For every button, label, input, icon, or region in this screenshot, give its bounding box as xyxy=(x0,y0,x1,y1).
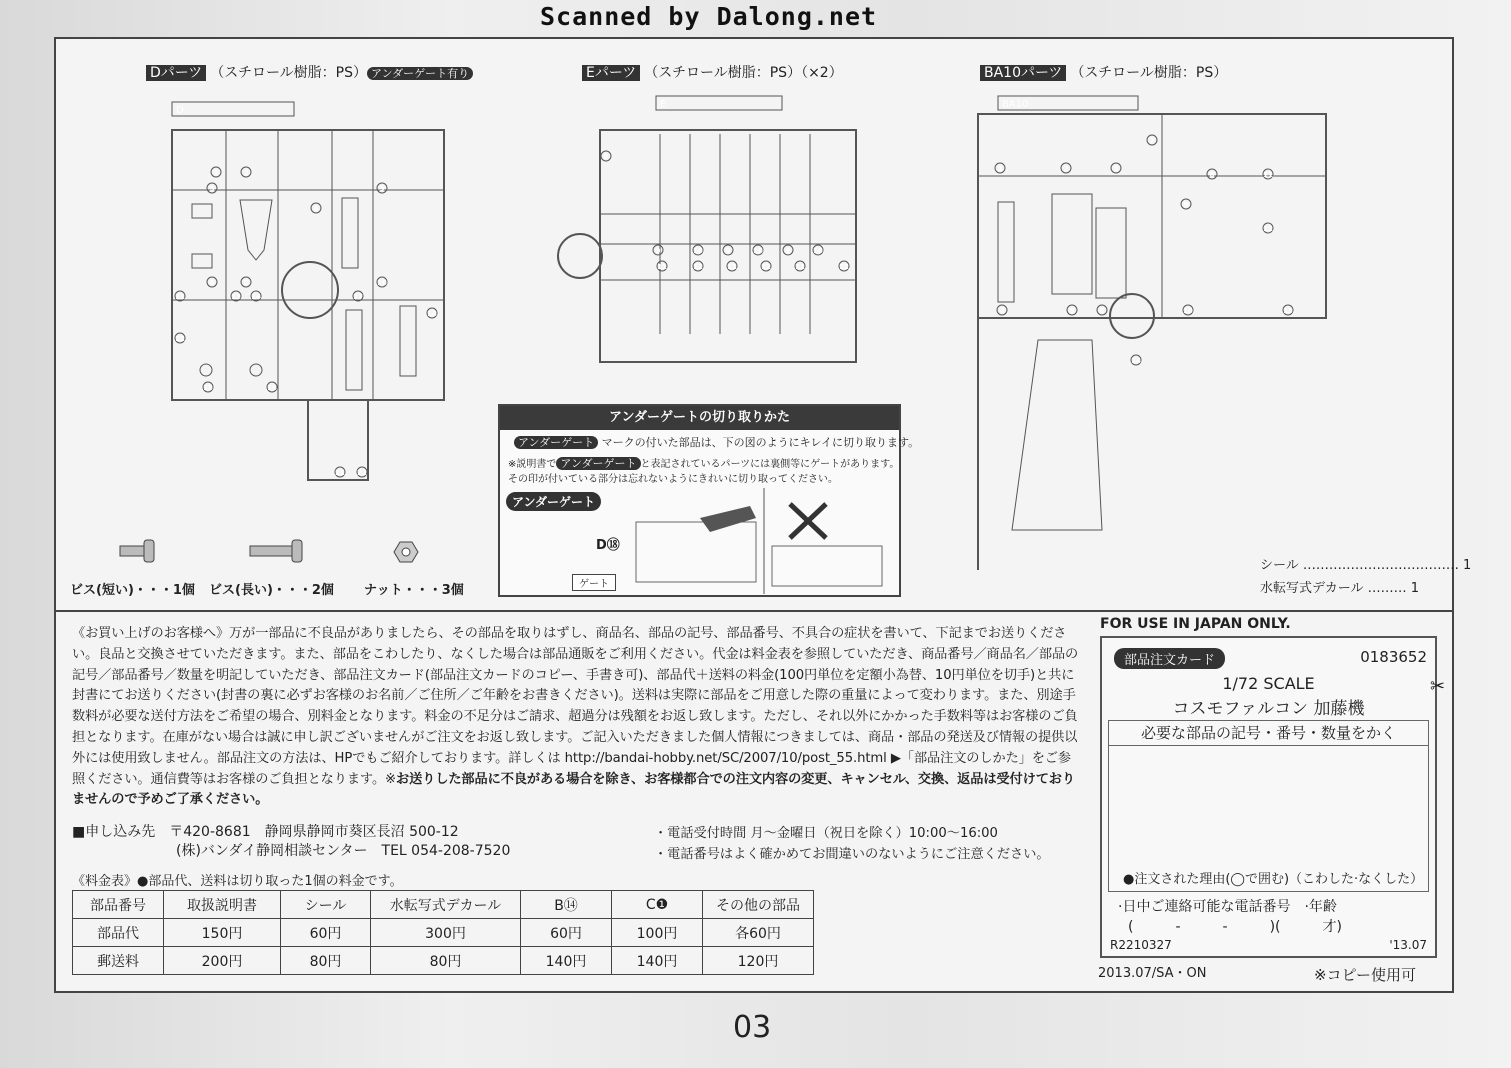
order-card-date: '13.07 xyxy=(1389,938,1427,952)
contact-label: ·日中ご連絡可能な電話番号 ·年齢 xyxy=(1118,899,1337,915)
undergate-title: アンダーゲートの切り取りかた xyxy=(500,406,899,430)
address-line2: (株)バンダイ静岡相談センター TEL 054-208-7520 xyxy=(176,843,511,859)
svg-text:11: 11 xyxy=(1263,171,1273,179)
contact-fields[interactable]: ( - - )( 才) xyxy=(1128,919,1342,935)
svg-text:8: 8 xyxy=(313,205,319,213)
fee-header: シール xyxy=(281,891,371,919)
ba10-parts-header: BA10パーツ （スチロール樹脂：PS） xyxy=(980,62,1227,82)
sticker-count: シール ……………………………… 1 xyxy=(1260,558,1472,573)
gate-label: ゲート xyxy=(572,574,616,591)
svg-text:7: 7 xyxy=(1149,137,1155,145)
undergate-part-ref: D⑱ xyxy=(596,538,620,553)
svg-text:8: 8 xyxy=(1209,171,1215,179)
scissors-icon: ✂ xyxy=(1430,676,1446,697)
e-part-numbers xyxy=(601,151,849,271)
order-instruction: 必要な部品の記号・番号・数量をかく xyxy=(1109,721,1428,746)
phone-hours: ・電話受付時間 月～金曜日（祝日を除く）10:00～16:00 xyxy=(654,826,998,841)
svg-text:21: 21 xyxy=(335,469,345,477)
undergate-instructions xyxy=(498,404,920,597)
japan-only-label: FOR USE IN JAPAN ONLY. xyxy=(1100,616,1291,632)
svg-text:14: 14 xyxy=(251,293,261,301)
svg-text:9: 9 xyxy=(725,247,731,255)
svg-text:3: 3 xyxy=(1113,165,1119,173)
order-card-title: 部品注文カード xyxy=(1114,648,1225,669)
svg-text:6: 6 xyxy=(1099,307,1105,315)
e-parts-header: Eパーツ （スチロール樹脂：PS）（×2） xyxy=(582,62,843,82)
svg-text:9: 9 xyxy=(1183,201,1189,209)
svg-text:11: 11 xyxy=(795,263,805,271)
svg-text:5: 5 xyxy=(1069,307,1075,315)
svg-text:2: 2 xyxy=(243,169,249,177)
copy-allowed-note: ※コピー使用可 xyxy=(1314,966,1416,984)
scan-watermark: Scanned by Dalong.net xyxy=(540,2,878,31)
parts-order-card[interactable] xyxy=(1100,636,1437,958)
order-card-product-name: コスモファルコン 加藤機 xyxy=(1172,699,1365,719)
svg-text:10: 10 xyxy=(693,247,703,255)
ba10-runner-label: BA10 xyxy=(1002,99,1029,110)
order-entry-area[interactable] xyxy=(1108,720,1429,892)
long-screw-label: ビス(長い)・・・2個 xyxy=(209,583,334,598)
fee-header: B⑭ xyxy=(521,891,612,919)
address-line1: ■申し込み先 〒420-8681 静岡県静岡市葵区長沼 500-12 xyxy=(72,824,459,840)
svg-text:8: 8 xyxy=(603,153,609,161)
long-screw-icon xyxy=(250,540,302,562)
svg-text:16: 16 xyxy=(267,384,277,392)
fee-table-row: 郵送料 200円 80円 80円 140円 140円 120円 xyxy=(73,947,814,975)
order-card-number: 0183652 xyxy=(1360,648,1427,666)
svg-text:11: 11 xyxy=(657,263,667,271)
fee-table-title: 《料金表》●部品代、送料は切り取った1個の料金です。 xyxy=(72,874,403,889)
svg-text:14: 14 xyxy=(1131,357,1141,365)
phone-note: ・電話番号はよく確かめてお間違いのないようにご注意ください。 xyxy=(654,847,1050,862)
svg-text:7: 7 xyxy=(243,279,249,287)
fee-header: 部品番号 xyxy=(73,891,164,919)
svg-text:10: 10 xyxy=(1183,307,1193,315)
fee-header: C❶ xyxy=(612,891,703,919)
e-runner-label: E xyxy=(660,99,667,110)
fee-header: その他の部品 xyxy=(703,891,814,919)
svg-text:12: 12 xyxy=(761,263,771,271)
svg-text:10: 10 xyxy=(377,279,387,287)
order-card-scale: 1/72 SCALE xyxy=(1222,674,1315,693)
svg-text:12: 12 xyxy=(175,335,185,343)
nut-label: ナット・・・3個 xyxy=(364,583,464,598)
d-parts-header: Dパーツ （スチロール樹脂：PS） アンダーゲート有り xyxy=(146,62,473,82)
svg-text:6: 6 xyxy=(209,279,215,287)
svg-text:10: 10 xyxy=(753,247,763,255)
ba10-runner-diagram xyxy=(972,90,1342,580)
d-part-numbers xyxy=(175,167,437,477)
svg-text:1: 1 xyxy=(997,165,1003,173)
e-runner-diagram xyxy=(540,94,870,394)
svg-text:22: 22 xyxy=(357,469,367,477)
svg-text:18: 18 xyxy=(427,310,437,318)
short-screw-icon xyxy=(120,540,154,562)
svg-text:10: 10 xyxy=(813,247,823,255)
section-divider xyxy=(56,610,1452,612)
svg-text:12: 12 xyxy=(693,263,703,271)
nut-icon xyxy=(394,542,418,562)
svg-text:4: 4 xyxy=(999,307,1005,315)
fee-table-row: 部品代 150円 60円 300円 60円 100円 各60円 xyxy=(73,919,814,947)
svg-text:12: 12 xyxy=(1263,225,1273,233)
d-runner-diagram xyxy=(168,100,458,490)
svg-text:17: 17 xyxy=(353,293,363,301)
customer-notice: 《お買い上げのお客様へ》万が一部品に不良品がありましたら、その部品を取りはずし、商品名、部品の記号、部品番号、不具合の症状を書いて、下記までお送りください。良品と交換させていただきます。また、部品をこわしたり、なくした場合は部品通販をご利用ください。代金は料金表を参照していただき、商品番号／商品名／部品の記号／部品番号／数量を明記していただき、部品注文カード(部品注文カードのコピー、手書き可)、部品代＋送料の料金(100円単位を定額小為替、10円単位を切手)と共に封書にてお送りください(封書の裏に必ずお客様のお名前／ご住所／ご年齢をお書きください)。送料は実際に部品をご用意した際の重量によって変わります。また、別途手数料が必要な送付方法をご希望の場合、別料金となります。料金の不足分はご請求、超過分は残額をお返し致します。ただし、それ以外にかかった手数料等はお客様のご負担となります。在庫がない場合は誠に申し訳ございませんがご注文をお返し致します。ご記入いただきました個人情報につきましては、商品・部品の発送及び情報の提供以外には使用致しません。部品注文の方法は、HPでもご紹介しております。詳しくは http://bandai-hobby.net/SC/2007/10/post_55.html ▶「部品注文のしかた」をご参照ください。通信費等はお客様のご負担となります。※お送りした部品に不良がある場合を除き、お客様都合での注文内容の変更、キャンセル、交換、返品は受付けておりませんので予めご了承ください。 xyxy=(72,626,1079,808)
d-runner-label: D xyxy=(176,105,184,116)
svg-text:9: 9 xyxy=(379,185,385,193)
svg-text:13: 13 xyxy=(1283,307,1293,315)
short-screw-label: ビス(短い)・・・1個 xyxy=(70,583,195,598)
hardware-icons xyxy=(112,534,442,574)
order-card-code: R2210327 xyxy=(1110,938,1172,952)
fee-header: 取扱説明書 xyxy=(164,891,281,919)
svg-text:1: 1 xyxy=(213,169,219,177)
svg-text:12: 12 xyxy=(839,263,849,271)
svg-text:13: 13 xyxy=(231,293,241,301)
svg-text:5: 5 xyxy=(209,185,215,193)
undergate-line1: アンダーゲート マークの付いた部品は、下の図のようにキレイに切り取ります。 xyxy=(514,434,919,450)
undergate-illustration xyxy=(630,488,900,594)
print-code: 2013.07/SA・ON xyxy=(1098,966,1207,981)
undergate-note: ※説明書で アンダーゲート と表記されているパーツには裏側等にゲートがあります。 その印が付いている部分は忘れないようにきれいに切り取ってください。 xyxy=(508,457,900,485)
ba10-part-numbers xyxy=(995,135,1293,365)
fee-table xyxy=(72,890,814,975)
fee-table-header xyxy=(73,891,814,919)
page-number: 03 xyxy=(733,1010,772,1045)
undergate-label: アンダーゲート xyxy=(506,492,601,511)
svg-text:9: 9 xyxy=(785,247,791,255)
order-reason: ●注文された理由(◯で囲む)（こわした·なくした） xyxy=(1123,872,1424,887)
svg-text:11: 11 xyxy=(175,293,185,301)
fee-header: 水転写式デカール xyxy=(371,891,521,919)
svg-text:9: 9 xyxy=(655,247,661,255)
svg-text:15: 15 xyxy=(203,384,213,392)
svg-text:11: 11 xyxy=(727,263,737,271)
decal-count: 水転写式デカール ……… 1 xyxy=(1260,581,1420,596)
svg-text:2: 2 xyxy=(1063,165,1069,173)
